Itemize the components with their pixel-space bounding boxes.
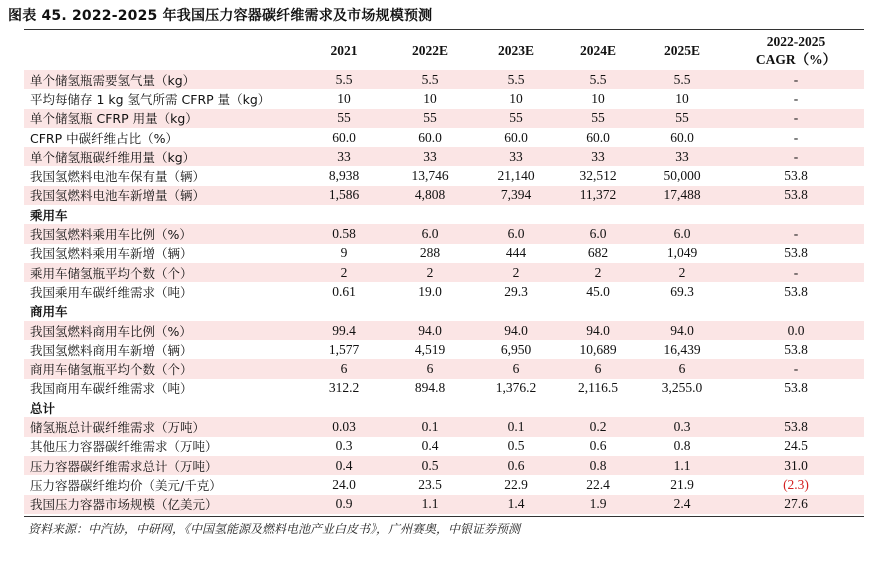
cagr-cell: -	[728, 224, 864, 243]
table-row	[24, 340, 864, 359]
table-row	[24, 147, 864, 166]
cagr-cell	[728, 205, 864, 224]
value-cell: 2	[636, 263, 728, 282]
value-cell: 50,000	[663, 168, 701, 184]
table-row	[24, 495, 864, 514]
value-cell: 19.0	[418, 283, 442, 299]
value-cell: 8,938	[328, 168, 360, 184]
figure-title: 图表 45. 2022-2025 年我国压力容器碳纤维需求及市场规模预测	[8, 8, 433, 24]
value-cell: 5.5	[472, 70, 560, 89]
value-cell: 6.0	[560, 224, 636, 243]
value-cell: 60.0	[670, 129, 694, 145]
cagr-cell: -	[728, 70, 864, 89]
value-cell: 444	[505, 245, 527, 261]
value-cell: 0.5	[388, 456, 472, 475]
value-cell: 10,689	[579, 341, 617, 357]
value-cell: 1.1	[388, 495, 472, 514]
cagr-cell: (2.3)	[783, 476, 809, 492]
value-cell: 6	[560, 359, 636, 378]
row-label: 我国压力容器市场规模（亿美元）	[24, 495, 300, 514]
cagr-cell: -	[793, 129, 799, 145]
value-cell	[300, 205, 388, 224]
value-cell: 6.0	[472, 224, 560, 243]
value-cell: 69.3	[670, 283, 694, 299]
value-cell: 7,394	[472, 186, 560, 205]
row-label: 压力容器碳纤维均价（美元/千克）	[30, 477, 222, 493]
row-label: 我国乘用车碳纤维需求（吨）	[30, 284, 193, 300]
value-cell: 0.8	[673, 438, 691, 454]
value-cell: 33	[560, 147, 636, 166]
value-cell: 0.3	[335, 438, 353, 454]
value-cell: 1.1	[636, 456, 728, 475]
cagr-cell: -	[728, 109, 864, 128]
table-row	[24, 417, 864, 436]
table-row	[24, 456, 864, 475]
value-cell: 94.0	[472, 321, 560, 340]
value-cell: 11,372	[560, 186, 636, 205]
value-cell: 1,577	[328, 341, 360, 357]
value-cell: 0.5	[507, 438, 525, 454]
value-cell	[300, 398, 388, 417]
row-label: 我国氢燃料电池车新增量（辆）	[24, 186, 300, 205]
column-header: 2022-2025 CAGR（%）	[755, 34, 837, 67]
cagr-cell: -	[728, 263, 864, 282]
value-cell	[636, 205, 728, 224]
value-cell	[560, 205, 636, 224]
table-row	[24, 109, 864, 128]
table-row	[24, 128, 864, 147]
table-row	[24, 379, 864, 398]
value-cell: 312.2	[328, 380, 360, 396]
cagr-cell: 53.8	[784, 245, 808, 261]
value-cell: 6.0	[388, 224, 472, 243]
row-label: 储氢瓶总计碳纤维需求（万吨）	[24, 417, 300, 436]
value-cell: 10	[509, 90, 523, 106]
value-cell: 33	[300, 147, 388, 166]
value-cell: 55	[300, 109, 388, 128]
value-cell: 99.4	[300, 321, 388, 340]
value-cell: 24.0	[332, 476, 356, 492]
value-cell: 32,512	[579, 168, 617, 184]
table-row	[24, 244, 864, 263]
value-cell: 4,808	[388, 186, 472, 205]
table-row	[24, 359, 864, 378]
cagr-cell: -	[793, 90, 799, 106]
value-cell: 5.5	[388, 70, 472, 89]
column-header: 2025E	[663, 43, 700, 58]
value-cell: 6.0	[636, 224, 728, 243]
value-cell: 55	[560, 109, 636, 128]
bottom-rule	[24, 516, 864, 517]
value-cell: 23.5	[418, 476, 442, 492]
value-cell: 1,586	[300, 186, 388, 205]
section-row	[24, 398, 864, 417]
source-note: 资料来源：中汽协，中研网，《中国氢能源及燃料电池产业白皮书》，广州赛奥，中银证券预测	[28, 522, 521, 536]
value-cell: 0.6	[472, 456, 560, 475]
value-cell: 3,255.0	[661, 380, 703, 396]
cagr-cell: 53.8	[784, 283, 808, 299]
value-cell: 10	[675, 90, 689, 106]
cagr-cell	[728, 302, 864, 321]
value-cell: 894.8	[414, 380, 446, 396]
value-cell: 29.3	[504, 283, 528, 299]
column-header: 2023E	[497, 43, 534, 58]
value-cell: 22.9	[504, 476, 528, 492]
value-cell: 21,140	[497, 168, 535, 184]
value-cell: 0.4	[421, 438, 439, 454]
value-cell: 10	[337, 90, 351, 106]
value-cell: 60.0	[418, 129, 442, 145]
section-row	[24, 205, 864, 224]
section-label: 总计	[30, 400, 56, 416]
value-cell: 13,746	[411, 168, 449, 184]
cagr-cell: 53.8	[784, 380, 808, 396]
value-cell: 60.0	[504, 129, 528, 145]
table-row	[24, 437, 864, 456]
table-row	[24, 89, 864, 108]
value-cell: 2	[560, 263, 636, 282]
value-cell: 94.0	[636, 321, 728, 340]
table-body	[24, 70, 864, 514]
row-label: 我国氢燃料商用车新增（辆）	[30, 342, 193, 358]
value-cell: 60.0	[332, 129, 356, 145]
forecast-table	[24, 32, 864, 514]
section-label: 乘用车	[30, 207, 68, 223]
value-cell: 10	[423, 90, 437, 106]
value-cell	[388, 398, 472, 417]
value-cell	[388, 205, 472, 224]
value-cell: 2.4	[636, 495, 728, 514]
value-cell	[636, 398, 728, 417]
value-cell: 288	[419, 245, 441, 261]
row-label: 其他压力容器碳纤维需求（万吨）	[30, 439, 218, 455]
value-cell: 45.0	[586, 283, 610, 299]
value-cell	[472, 205, 560, 224]
table-row	[24, 263, 864, 282]
value-cell: 55	[636, 109, 728, 128]
value-cell: 5.5	[300, 70, 388, 89]
value-cell: 6,950	[500, 341, 532, 357]
value-cell: 0.3	[636, 417, 728, 436]
row-label: 我国商用车碳纤维需求（吨）	[30, 381, 193, 397]
row-label: CFRP 中碳纤维占比（%）	[30, 130, 178, 146]
value-cell: 17,488	[636, 186, 728, 205]
cagr-cell	[728, 398, 864, 417]
table-row	[24, 282, 864, 301]
cagr-cell: 24.5	[784, 438, 808, 454]
value-cell: 6	[388, 359, 472, 378]
value-cell: 21.9	[670, 476, 694, 492]
row-label: 单个储氢瓶需要氢气量（kg）	[24, 70, 300, 89]
value-cell	[472, 398, 560, 417]
value-cell	[472, 302, 560, 321]
value-cell	[636, 302, 728, 321]
value-cell: 0.58	[300, 224, 388, 243]
table-row	[24, 166, 864, 185]
value-cell: 94.0	[388, 321, 472, 340]
cagr-cell: 0.0	[728, 321, 864, 340]
row-label: 单个储氢瓶碳纤维用量（kg）	[24, 147, 300, 166]
value-cell: 5.5	[560, 70, 636, 89]
cagr-cell: 53.8	[784, 168, 808, 184]
value-cell: 16,439	[663, 341, 701, 357]
table-row	[24, 186, 864, 205]
value-cell: 6	[472, 359, 560, 378]
row-label: 商用车储氢瓶平均个数（个）	[24, 359, 300, 378]
value-cell	[388, 302, 472, 321]
value-cell: 60.0	[586, 129, 610, 145]
forecast-table-wrapper	[24, 32, 864, 514]
value-cell: 0.1	[388, 417, 472, 436]
value-cell: 2	[472, 263, 560, 282]
row-label: 乘用车储氢瓶平均个数（个）	[24, 263, 300, 282]
value-cell: 2	[388, 263, 472, 282]
cagr-cell: -	[728, 147, 864, 166]
section-label: 商用车	[30, 304, 68, 320]
value-cell: 10	[591, 90, 605, 106]
value-cell: 2,116.5	[578, 380, 618, 396]
value-cell	[560, 302, 636, 321]
value-cell: 4,519	[414, 341, 446, 357]
column-header: 2024E	[579, 43, 616, 58]
row-label: 单个储氢瓶 CFRP 用量（kg）	[24, 109, 300, 128]
top-rule	[24, 29, 864, 30]
value-cell: 0.4	[300, 456, 388, 475]
value-cell: 5.5	[636, 70, 728, 89]
cagr-cell: 53.8	[728, 417, 864, 436]
row-label: 我国氢燃料乘用车新增（辆）	[30, 246, 193, 262]
value-cell: 0.8	[560, 456, 636, 475]
row-label: 平均每储存 1 kg 氢气所需 CFRP 量（kg）	[30, 91, 271, 107]
value-cell: 0.1	[472, 417, 560, 436]
value-cell: 6	[300, 359, 388, 378]
value-cell	[560, 398, 636, 417]
value-cell: 0.2	[560, 417, 636, 436]
value-cell: 33	[636, 147, 728, 166]
section-row	[24, 302, 864, 321]
value-cell: 1,376.2	[495, 380, 537, 396]
cagr-cell: -	[728, 359, 864, 378]
value-cell: 0.6	[589, 438, 607, 454]
value-cell: 0.9	[300, 495, 388, 514]
value-cell: 0.03	[300, 417, 388, 436]
value-cell: 94.0	[560, 321, 636, 340]
value-cell: 55	[472, 109, 560, 128]
table-row	[24, 70, 864, 89]
cagr-cell: 53.8	[728, 186, 864, 205]
value-cell: 33	[388, 147, 472, 166]
value-cell: 55	[388, 109, 472, 128]
cagr-cell: 31.0	[728, 456, 864, 475]
value-cell: 1,049	[666, 245, 698, 261]
value-cell: 33	[472, 147, 560, 166]
row-label: 我国氢燃料电池车保有量（辆）	[30, 169, 206, 185]
value-cell	[300, 302, 388, 321]
value-cell: 2	[300, 263, 388, 282]
row-label: 我国氢燃料商用车比例（%）	[24, 321, 300, 340]
value-cell: 1.4	[472, 495, 560, 514]
header-label-cell	[24, 32, 300, 70]
row-label: 压力容器碳纤维需求总计（万吨）	[24, 456, 300, 475]
header-row	[24, 32, 864, 70]
table-row	[24, 224, 864, 243]
table-row	[24, 321, 864, 340]
value-cell: 22.4	[586, 476, 610, 492]
cagr-cell: 53.8	[784, 341, 808, 357]
column-header: 2021	[330, 43, 358, 58]
value-cell: 1.9	[560, 495, 636, 514]
cagr-cell: 27.6	[728, 495, 864, 514]
value-cell: 0.61	[332, 283, 356, 299]
value-cell: 6	[636, 359, 728, 378]
value-cell: 682	[587, 245, 609, 261]
column-header: 2022E	[411, 43, 448, 58]
value-cell: 9	[340, 245, 348, 261]
row-label: 我国氢燃料乘用车比例（%）	[24, 224, 300, 243]
table-row	[24, 475, 864, 494]
